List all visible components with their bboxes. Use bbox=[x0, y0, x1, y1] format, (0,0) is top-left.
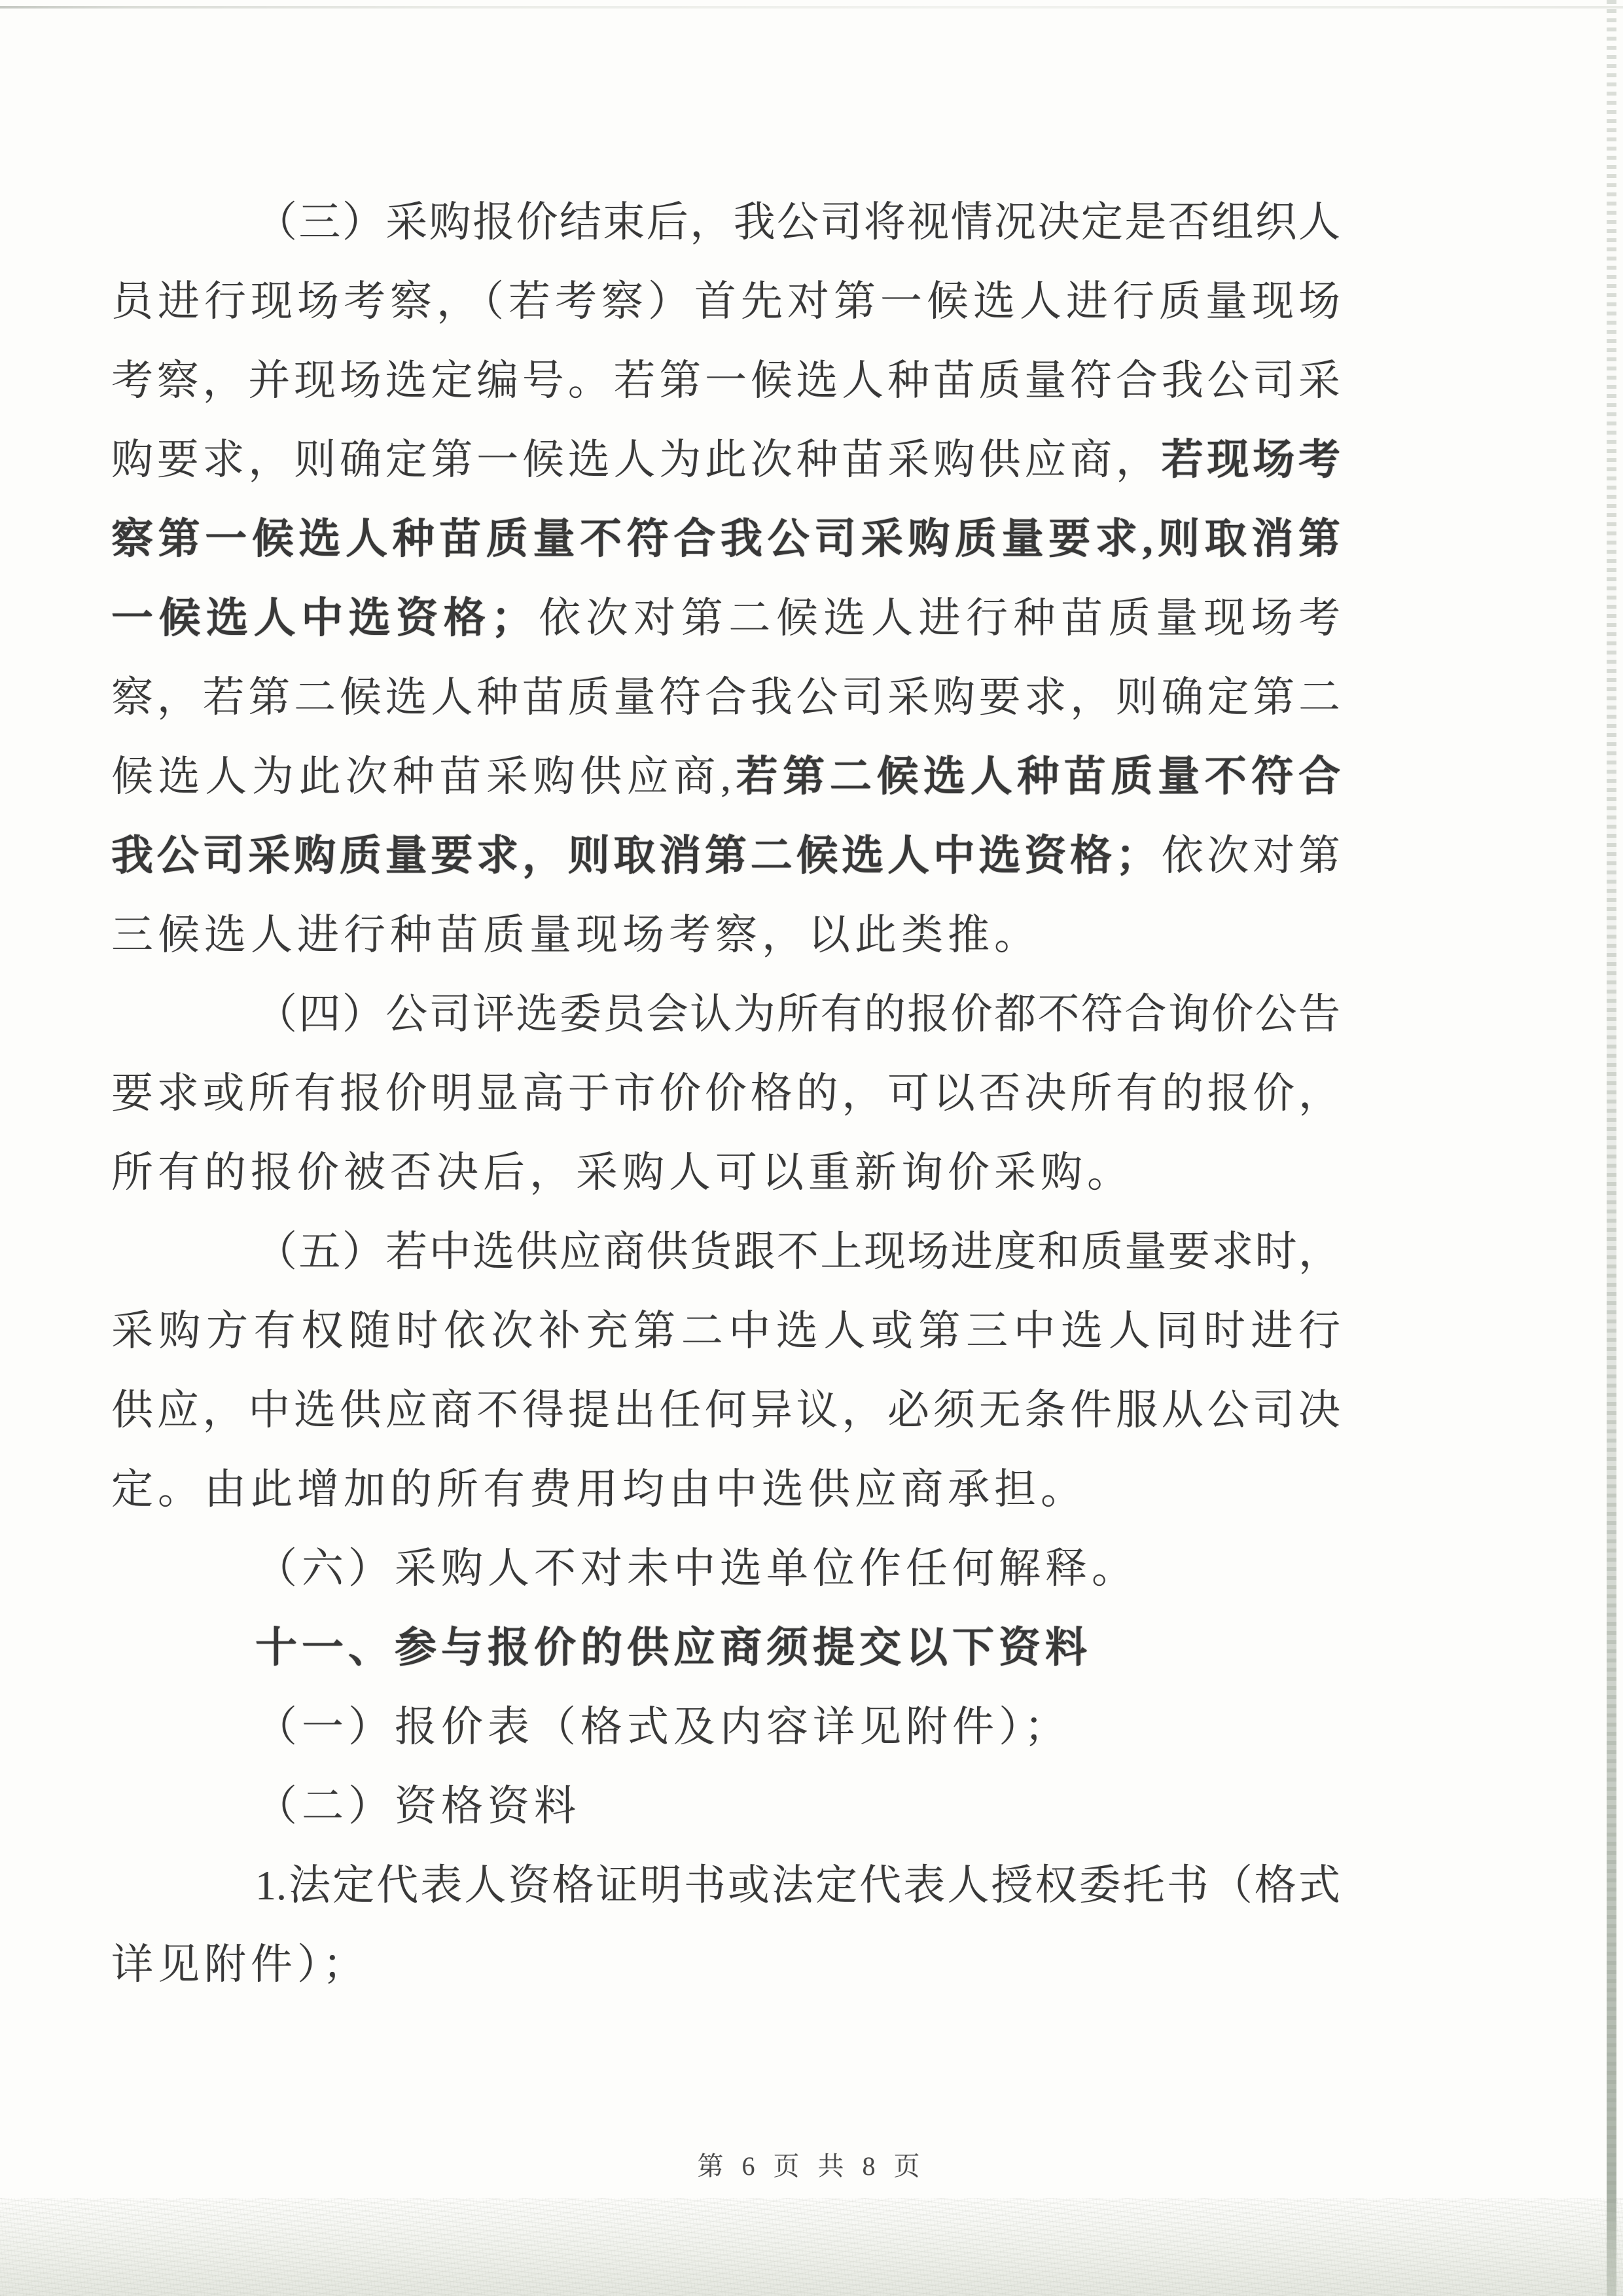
text-line bbox=[111, 911, 1340, 960]
text-segment: 依次对第 bbox=[1157, 833, 1340, 879]
text-segment: （五）若中选供应商供货跟不上现场进度和质量要求时， bbox=[255, 1229, 1340, 1275]
text-line bbox=[111, 1703, 1340, 1751]
text-line bbox=[111, 1386, 1340, 1435]
bold-text-segment: 若现场考 bbox=[1161, 437, 1341, 483]
text-line bbox=[111, 1149, 1340, 1197]
text-segment: （一）报价表（格式及内容详见附件）； bbox=[255, 1704, 1071, 1750]
text-line bbox=[111, 1069, 1340, 1118]
text-line bbox=[111, 436, 1340, 484]
text-line bbox=[111, 594, 1340, 643]
bold-text-segment: 一候选人中选资格； bbox=[111, 595, 533, 641]
text-segment: （二）资格资料 bbox=[255, 1783, 580, 1829]
text-segment: 定。由此增加的所有费用均由中选供应商承担。 bbox=[111, 1466, 1087, 1513]
text-line bbox=[111, 1228, 1340, 1276]
text-line bbox=[111, 1545, 1340, 1593]
bold-text-segment: 若第二候选人种苗质量不符合 bbox=[731, 753, 1340, 800]
text-line bbox=[111, 1782, 1340, 1831]
text-segment: （三）采购报价结束后，我公司将视情况决定是否组织人 bbox=[255, 199, 1340, 245]
bold-text-segment: 十一、参与报价的供应商须提交以下资料 bbox=[255, 1624, 1092, 1671]
text-line bbox=[111, 990, 1340, 1039]
text-line bbox=[111, 515, 1340, 564]
text-segment: 1.法定代表人资格证明书或法定代表人授权委托书（格式 bbox=[255, 1862, 1340, 1909]
text-segment: 考察，并现场选定编号。若第一候选人种苗质量符合我公司采 bbox=[111, 357, 1340, 404]
text-segment: 候选人为此次种苗采购供应商, bbox=[111, 753, 731, 800]
text-segment: 要求或所有报价明显高于市价价格的，可以否决所有的报价， bbox=[111, 1070, 1340, 1117]
text-segment: 员进行现场考察，（若考察）首先对第一候选人进行质量现场 bbox=[111, 278, 1340, 325]
text-line bbox=[111, 198, 1340, 247]
text-segment: 供应，中选供应商不得提出任何异议，必须无条件服从公司决 bbox=[111, 1387, 1340, 1433]
text-segment: 所有的报价被否决后，采购人可以重新询价采购。 bbox=[111, 1149, 1133, 1196]
text-line bbox=[111, 1941, 1340, 1989]
text-segment: 购要求，则确定第一候选人为此次种苗采购供应商， bbox=[111, 437, 1162, 483]
text-line bbox=[111, 1624, 1340, 1672]
text-line bbox=[111, 278, 1340, 326]
text-line bbox=[111, 1307, 1340, 1355]
text-segment: （六）采购人不对未中选单位作任何解释。 bbox=[255, 1545, 1138, 1592]
text-line bbox=[111, 1861, 1340, 1910]
text-segment: 依次对第二候选人进行种苗质量现场考 bbox=[533, 595, 1341, 641]
text-line bbox=[111, 1465, 1340, 1514]
text-segment: 三候选人进行种苗质量现场考察，以此类推。 bbox=[111, 912, 1041, 958]
bold-text-segment: 我公司采购质量要求，则取消第二候选人中选资格； bbox=[111, 833, 1158, 879]
page-number-footer: 第 6 页 共 8 页 bbox=[697, 2151, 926, 2181]
text-line bbox=[111, 673, 1340, 722]
bold-text-segment: 察第一候选人种苗质量不符合我公司采购质量要求,则取消第 bbox=[111, 516, 1340, 562]
text-line bbox=[111, 357, 1340, 405]
text-line bbox=[111, 832, 1340, 880]
text-line bbox=[111, 753, 1340, 801]
text-segment: 察，若第二候选人种苗质量符合我公司采购要求，则确定第二 bbox=[111, 674, 1340, 721]
text-segment: 详见附件）； bbox=[111, 1941, 369, 1988]
text-segment: 采购方有权随时依次补充第二中选人或第三中选人同时进行 bbox=[111, 1308, 1340, 1354]
text-segment: （四）公司评选委员会认为所有的报价都不符合询价公告 bbox=[255, 991, 1340, 1037]
